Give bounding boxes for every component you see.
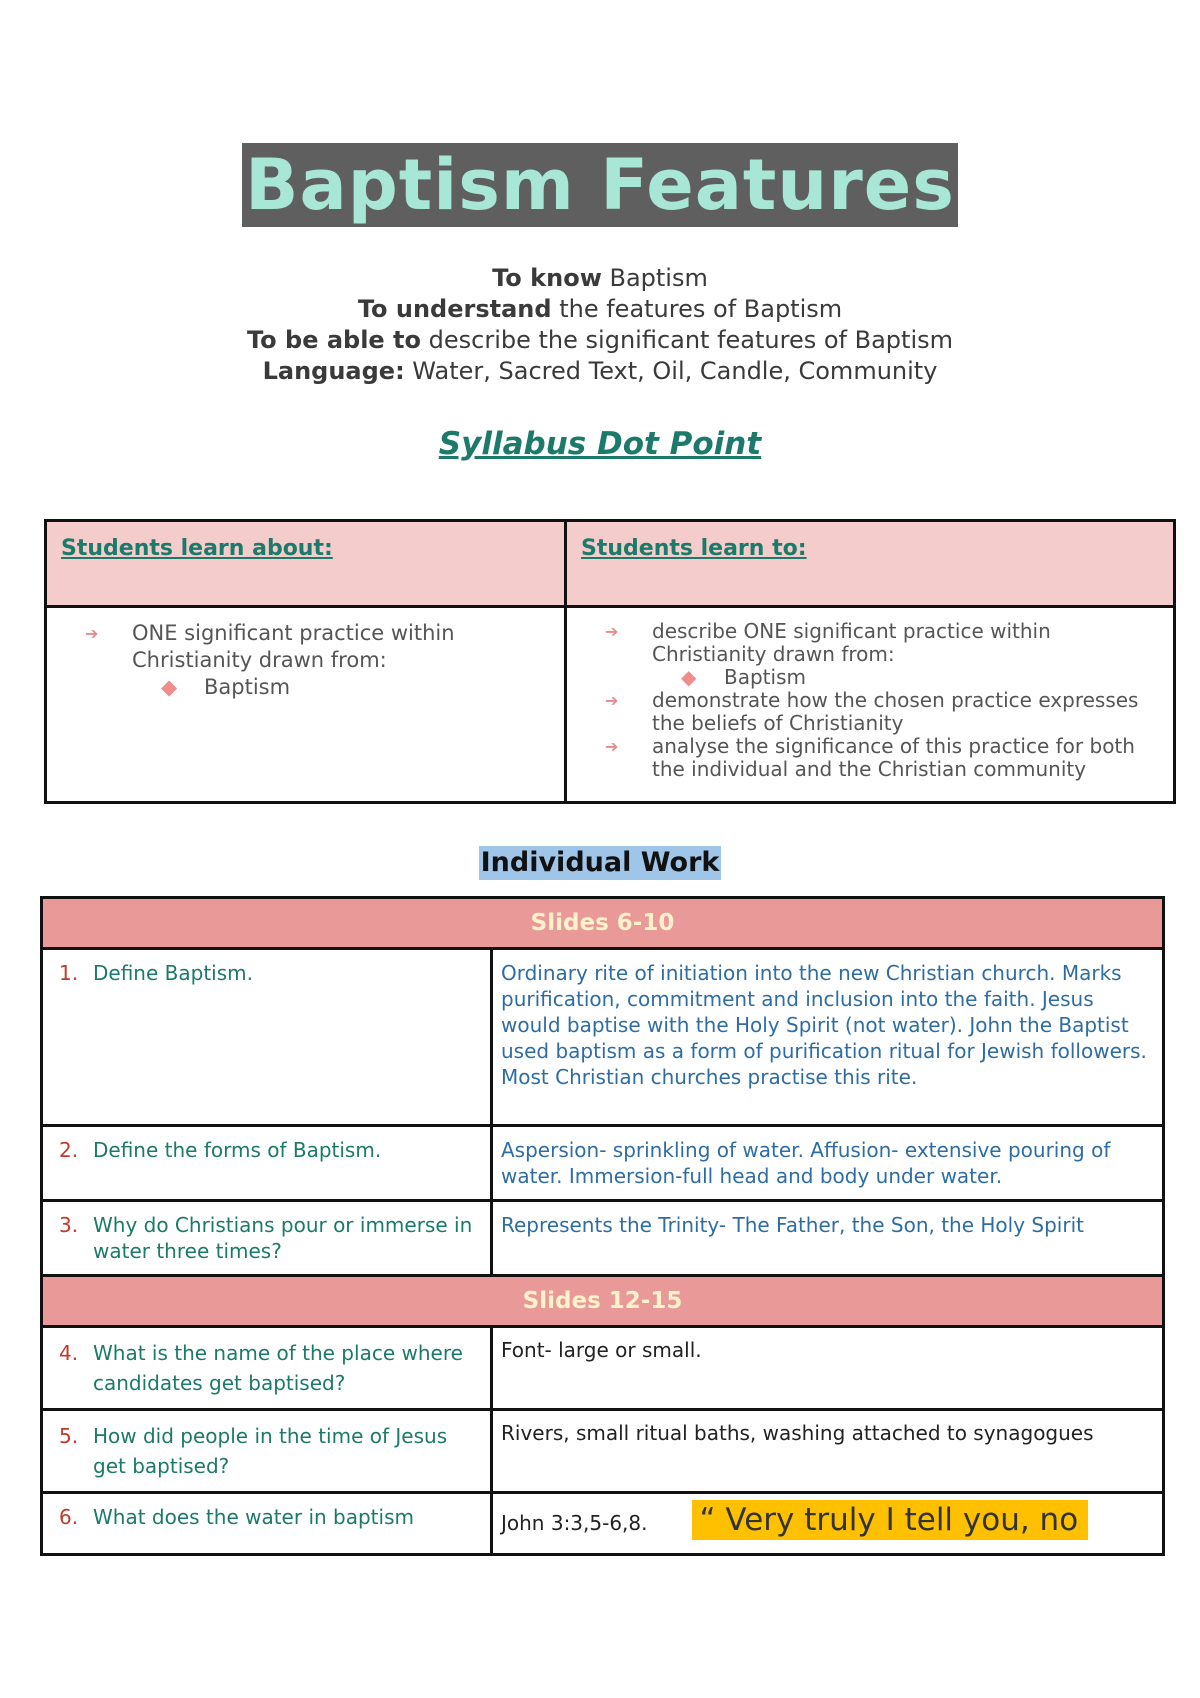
question-cell	[42, 1126, 492, 1201]
learn-about-list	[57, 620, 554, 701]
individual-work-heading: Individual Work	[480, 847, 720, 878]
question-cell	[42, 949, 492, 1126]
question-text: Why do Christians pour or immerse in water three times?	[93, 1213, 473, 1263]
objective-text: Baptism	[601, 264, 708, 292]
question-text: What is the name of the place where candidates get baptised?	[93, 1341, 463, 1395]
arrow-bullet-icon: ➔	[605, 622, 619, 641]
answer-cell	[492, 949, 1164, 1126]
learn-to-list	[577, 620, 1163, 781]
question-cell	[42, 1410, 492, 1493]
list-item-text: Baptism	[204, 675, 291, 699]
list-subitem	[57, 674, 554, 701]
objective-line	[0, 294, 1200, 325]
arrow-bullet-icon: ➔	[85, 624, 99, 643]
diamond-bullet-icon: ◆	[161, 675, 178, 699]
list-item-text: demonstrate how the chosen practice expresses the beliefs of Christianity	[652, 688, 1139, 735]
answer-text: Aspersion- sprinkling of water. Affusion- extensive pouring of water. Immersion-full head and body under water.	[501, 1138, 1111, 1188]
list-item	[577, 620, 1163, 666]
section-header: Slides 6-10	[42, 898, 1164, 949]
answer-text: Represents the Trinity- The Father, the Son, the Holy Spirit	[501, 1213, 1084, 1237]
answer-text: John 3:3,5-6,8.	[501, 1511, 648, 1535]
arrow-bullet-icon: ➔	[605, 691, 619, 710]
list-item-text: ONE significant practice within Christianity drawn from:	[132, 621, 455, 672]
section-header-row	[42, 898, 1164, 949]
table-row	[42, 949, 1164, 1126]
learn-to-label: Students learn to:	[581, 536, 807, 561]
objective-line	[0, 356, 1200, 387]
answer-text: Rivers, small ritual baths, washing attached to synagogues	[501, 1421, 1094, 1445]
work-table	[40, 896, 1165, 1556]
individual-work-wrap	[0, 846, 1200, 880]
list-item-text: Baptism	[724, 665, 806, 689]
page-title: Baptism Features	[242, 143, 958, 227]
answer-cell	[492, 1126, 1164, 1201]
question-number: 4.	[59, 1341, 79, 1365]
question-number: 2.	[59, 1138, 79, 1162]
syllabus-body-row	[46, 607, 1175, 803]
table-row	[42, 1201, 1164, 1276]
section-header: Slides 12-15	[42, 1276, 1164, 1327]
question-number: 1.	[59, 961, 79, 985]
question-number: 3.	[59, 1213, 79, 1237]
objective-keyword: Language:	[262, 357, 405, 385]
objective-text: describe the significant features of Baptism	[421, 326, 954, 354]
learn-about-label: Students learn about:	[61, 536, 333, 561]
question-number: 5.	[59, 1424, 79, 1448]
title-wrap	[0, 143, 1200, 227]
list-item	[57, 620, 554, 674]
learn-about-header	[46, 521, 566, 607]
answer-cell	[492, 1327, 1164, 1410]
learning-objectives	[0, 263, 1200, 387]
list-item-text: analyse the significance of this practice for both the individual and the Christian community	[652, 734, 1135, 781]
list-item	[577, 689, 1163, 735]
objective-line	[0, 263, 1200, 294]
table-row	[42, 1327, 1164, 1410]
question-cell	[42, 1327, 492, 1410]
arrow-bullet-icon: ➔	[605, 737, 619, 756]
syllabus-table	[44, 519, 1176, 804]
objective-line	[0, 325, 1200, 356]
list-item-text: describe ONE significant practice within Christianity drawn from:	[652, 619, 1051, 666]
objective-text: the features of Baptism	[551, 295, 843, 323]
answer-cell	[492, 1493, 1164, 1555]
learn-to-header	[566, 521, 1175, 607]
section-header-row	[42, 1276, 1164, 1327]
question-text: What does the water in baptism	[93, 1505, 414, 1529]
question-cell	[42, 1493, 492, 1555]
diamond-bullet-icon: ◆	[681, 665, 697, 689]
objective-keyword: To understand	[357, 295, 552, 323]
list-subitem	[577, 666, 1163, 689]
answer-cell	[492, 1201, 1164, 1276]
answer-cell	[492, 1410, 1164, 1493]
question-text: Define the forms of Baptism.	[93, 1138, 382, 1162]
table-row	[42, 1493, 1164, 1555]
learn-to-cell	[566, 607, 1175, 803]
objective-text: Water, Sacred Text, Oil, Candle, Community	[404, 357, 938, 385]
table-row	[42, 1126, 1164, 1201]
question-text: Define Baptism.	[93, 961, 253, 985]
question-cell	[42, 1201, 492, 1276]
list-item	[577, 735, 1163, 781]
learn-about-cell	[46, 607, 566, 803]
objective-keyword: To know	[492, 264, 602, 292]
syllabus-header-row	[46, 521, 1175, 607]
syllabus-heading: Syllabus Dot Point	[438, 426, 762, 462]
objective-keyword: To be able to	[246, 326, 422, 354]
question-number: 6.	[59, 1505, 79, 1529]
table-row	[42, 1410, 1164, 1493]
answer-text: Ordinary rite of initiation into the new Christian church. Marks purification, commitment and inclusion into the faith. Jesus would baptise with the Holy Spirit (not water). John the Baptist used baptism as a form of purification ritual for Jewish followers. Most Christian churches practise this rite.	[501, 961, 1147, 1089]
question-text: How did people in the time of Jesus get baptised?	[93, 1424, 448, 1478]
highlighted-quote: “ Very truly I tell you, no	[692, 1500, 1088, 1540]
answer-text: Font- large or small.	[501, 1338, 702, 1362]
